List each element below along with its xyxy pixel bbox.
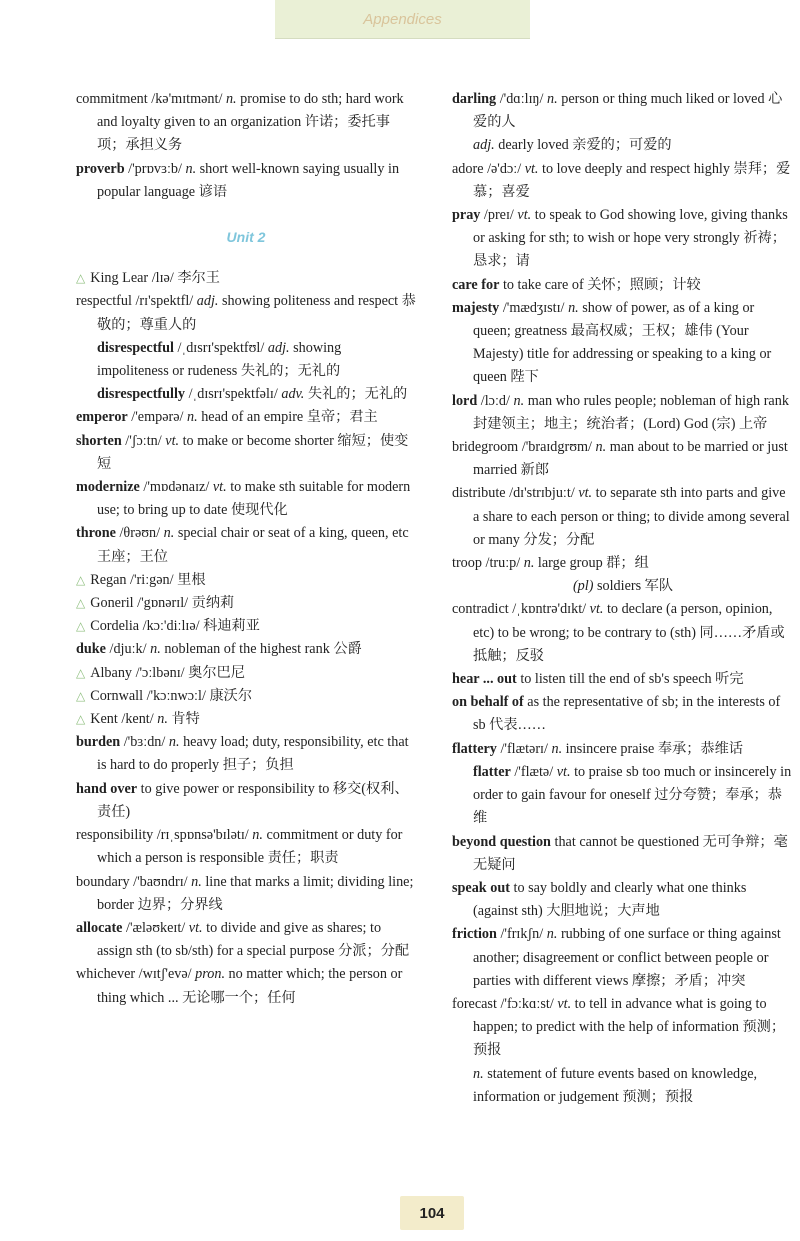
glossary-entry [76, 406, 416, 429]
entry-headword: proverb [76, 160, 125, 177]
page-number: 104 [400, 1196, 464, 1230]
left-column [76, 88, 416, 1010]
entry-definition: 失礼的；无礼的 [304, 386, 408, 403]
entry-definition: to take care of 关怀；照顾；计较 [502, 276, 701, 293]
entry-headword: burden [76, 734, 121, 751]
glossary-entry [76, 917, 416, 963]
glossary-entry [452, 88, 794, 134]
entry-definition: to give power or responsibility to 移交(权利、责任) [97, 780, 409, 820]
entry-pronunciation: /ˌdɪsrɪ'spektfəlɪ/ [185, 386, 282, 403]
entry-headword: emperor [76, 409, 128, 426]
entry-part-of-speech: vt. [556, 763, 571, 780]
glossary-entry [76, 662, 416, 685]
entry-headword: bridegroom [452, 439, 519, 456]
entry-headword: commitment [76, 91, 148, 107]
entry-pronunciation: /'æləʊkeɪt/ [122, 919, 189, 936]
entry-part-of-speech: n. [513, 392, 525, 409]
entry-definition: promise to do sth; hard work and loyalty given to an organization 许诺；委托事项；承担义务 [97, 91, 404, 154]
entry-headword: distribute [452, 485, 506, 502]
glossary-entry [452, 158, 794, 204]
glossary-entry [76, 592, 416, 615]
entry-definition: to praise sb too much or insincerely in order to gain favour for oneself 过分夸赞；奉承；恭维 [473, 763, 792, 827]
glossary-entry [76, 522, 416, 568]
glossary-entry [76, 430, 416, 476]
glossary-entry [452, 274, 794, 297]
entry-headword: King Lear [90, 270, 149, 287]
entry-headword: contradict [452, 601, 509, 618]
glossary-entry [76, 963, 416, 1009]
entry-headword: disrespectful [97, 339, 174, 356]
entry-headword: lord [452, 392, 478, 409]
entry-part-of-speech: vt. [517, 207, 532, 224]
glossary-entry [452, 552, 794, 575]
entry-headword: throne [76, 525, 116, 542]
entry-pronunciation: /'bɜːdn/ [120, 734, 169, 751]
triangle-marker-icon: △ [76, 665, 86, 680]
entry-part-of-speech: vt. [524, 160, 539, 177]
triangle-marker-icon: △ [76, 572, 86, 587]
glossary-entry [76, 708, 416, 731]
entry-definition: to tell in advance what is going to happen; to predict with the help of information 预测；预报 [473, 995, 786, 1059]
entry-part-of-speech: n. [547, 91, 558, 107]
entry-pronunciation: /'gɒnərɪl/ [133, 595, 192, 612]
header-tab [275, 0, 530, 39]
entry-pronunciation: /kent/ [117, 711, 158, 728]
entry-part-of-speech: n. [568, 299, 579, 316]
entry-pronunciation: /truːp/ [481, 555, 524, 572]
entry-definition: line that marks a limit; dividing line; border 边界；分界线 [97, 873, 414, 913]
entry-part-of-speech: n. [595, 439, 607, 456]
entry-part-of-speech: n. [252, 827, 263, 844]
entry-pronunciation: /lɪə/ [148, 270, 178, 287]
entry-headword: Kent [90, 711, 118, 728]
entry-headword: flattery [452, 740, 497, 757]
entry-pronunciation: /wɪtʃ'evə/ [135, 966, 196, 983]
entry-headword: duke [76, 641, 106, 658]
entry-headword: disrespectfully [97, 386, 186, 403]
entry-pronunciation: /'dɑːlɪŋ/ [496, 91, 548, 107]
entry-pronunciation: /'flætərɪ/ [496, 740, 552, 757]
entry-part-of-speech: adj. [473, 137, 495, 154]
right-column [452, 88, 794, 1109]
entry-part-of-speech: n. [157, 711, 168, 728]
entry-definition: to speak to God showing love, giving thanks or asking for sth; to wish or hope very strongly 祈祷；恳求；请 [473, 207, 788, 270]
glossary-entry [76, 88, 416, 158]
entry-headword: adore [452, 160, 484, 177]
triangle-marker-icon: △ [76, 596, 86, 611]
entry-pronunciation: /ə'dɔː/ [483, 160, 525, 177]
glossary-entry [452, 575, 794, 598]
entry-pronunciation: /preɪ/ [480, 207, 518, 224]
entry-headword: modernize [76, 479, 140, 496]
entry-part-of-speech: adj. [196, 293, 219, 310]
entry-part-of-speech: (pl) [572, 578, 594, 595]
entry-definition: as the representative of sb; in the interests of sb 代表…… [473, 694, 781, 734]
entry-pronunciation: /'flætə/ [510, 763, 557, 780]
glossary-entry [452, 923, 794, 993]
glossary-entry [452, 1063, 794, 1109]
glossary-entry [452, 482, 794, 552]
entry-definition: large group 群；组 [534, 555, 649, 572]
entry-pronunciation: /rɪ'spektfl/ [131, 293, 197, 310]
entry-pronunciation: /ˌdɪsrɪ'spektfʊl/ [173, 339, 268, 356]
entry-headword: hear ... out [452, 671, 517, 688]
entry-pronunciation: /'empərə/ [127, 409, 188, 426]
triangle-marker-icon: △ [76, 712, 86, 727]
entry-headword: Albany [90, 664, 133, 681]
entry-definition: that cannot be questioned 无可争辩；毫无疑问 [473, 833, 788, 873]
entry-definition: to say boldly and clearly what one thinks (against sth) 大胆地说；大声地 [473, 879, 747, 920]
entry-part-of-speech: vt. [212, 479, 227, 496]
glossary-entry [76, 731, 416, 777]
entry-part-of-speech: n. [163, 525, 175, 542]
entry-part-of-speech: adj. [267, 339, 290, 356]
glossary-entry [452, 390, 794, 436]
entry-headword: troop [452, 555, 482, 572]
entry-headword: boundary [76, 873, 130, 890]
entry-part-of-speech: n. [191, 873, 202, 890]
entry-pronunciation: /'braɪdgrʊm/ [518, 439, 596, 456]
glossary-entry [76, 778, 416, 824]
glossary-entry [452, 831, 794, 877]
entry-pronunciation: /'ʃɔːtn/ [121, 432, 166, 449]
entry-part-of-speech: n. [185, 160, 197, 177]
entry-definition: person or thing much liked or loved 心爱的人 [473, 91, 783, 131]
entry-headword: beyond question [452, 833, 551, 850]
entry-pronunciation: /'baʊndrɪ/ [129, 873, 192, 890]
entry-definition: man who rules people; nobleman of high rank 封建领主；地主；统治者；(Lord) God (宗) 上帝 [473, 392, 789, 432]
entry-definition: to declare (a person, opinion, etc) to be wrong; to be contrary to (sth) 同……矛盾或抵触；反驳 [473, 601, 785, 664]
entry-headword: forecast [452, 995, 497, 1012]
entry-definition: 肯特 [167, 711, 200, 728]
glossary-entry [76, 158, 416, 204]
glossary-entry [76, 267, 416, 290]
entry-definition: showing impoliteness or rudeness 失礼的；无礼的 [97, 339, 342, 380]
entry-pronunciation: /θrəʊn/ [115, 525, 164, 542]
entry-pronunciation: /'prɒvɜːb/ [124, 160, 186, 177]
glossary-entry [76, 476, 416, 522]
entry-part-of-speech: n. [551, 740, 563, 757]
entry-pronunciation: /rɪˌspɒnsə'bɪlətɪ/ [153, 827, 253, 844]
entry-headword: pray [452, 207, 481, 224]
glossary-entry [452, 993, 794, 1063]
entry-definition: showing politeness and respect 恭敬的；尊重人的 [97, 293, 416, 333]
entry-pronunciation: /'kɔːnwɔːl/ [143, 687, 210, 704]
entry-definition: soldiers 军队 [593, 578, 674, 595]
glossary-entry [452, 761, 794, 831]
entry-part-of-speech: vt. [589, 601, 604, 618]
entry-pronunciation: /'frɪkʃn/ [496, 926, 547, 943]
entry-headword: Cordelia [90, 618, 140, 635]
glossary-entry [76, 685, 416, 708]
glossary-entry [76, 383, 416, 406]
glossary-entry [452, 738, 794, 761]
entry-definition: man about to be married or just married 新郎 [473, 439, 788, 479]
entry-part-of-speech: pron. [195, 966, 225, 983]
entry-part-of-speech: vt. [557, 995, 572, 1012]
entry-definition: to make or become shorter 缩短；使变短 [97, 432, 409, 472]
entry-definition: commitment or duty for which a person is responsible 责任；职责 [97, 827, 403, 867]
glossary-entry [76, 638, 416, 661]
entry-part-of-speech: n. [546, 926, 558, 943]
glossary-entry [76, 615, 416, 638]
entry-headword: majesty [452, 299, 500, 316]
entry-definition: 李尔王 [177, 270, 220, 287]
right-entries [452, 88, 794, 1109]
glossary-entry [452, 877, 794, 923]
entry-definition: 里根 [177, 571, 206, 588]
entry-definition: rubbing of one surface or thing against another; disagreement or conflict between people or parties with different views 摩擦；矛盾；冲突 [473, 926, 781, 989]
entry-definition: insincere praise 奉承；恭维话 [562, 740, 743, 757]
entry-definition: short well-known saying usually in popular language 谚语 [97, 160, 400, 200]
entry-part-of-speech: n. [150, 641, 161, 658]
entry-part-of-speech: vt. [578, 485, 593, 502]
entry-headword: Goneril [90, 595, 134, 612]
entry-headword: Cornwall [90, 687, 144, 704]
entry-definition: 康沃尔 [209, 687, 253, 704]
entry-definition: special chair or seat of a king, queen, etc 王座；王位 [97, 525, 409, 565]
glossary-entry [452, 204, 794, 274]
entry-part-of-speech: n. [168, 734, 180, 751]
entry-definition: dearly loved 亲爱的；可爱的 [494, 137, 672, 154]
glossary-entry [452, 436, 794, 482]
entry-headword: friction [452, 926, 497, 943]
entry-pronunciation: /lɔːd/ [477, 392, 514, 409]
entry-pronunciation: /djuːk/ [105, 641, 151, 658]
triangle-marker-icon: △ [76, 271, 86, 286]
glossary-entry [452, 691, 794, 737]
entry-part-of-speech: n. [187, 409, 198, 426]
entry-pronunciation: /kə'mɪtmənt/ [147, 91, 226, 107]
unit-heading: Unit 2 [226, 229, 266, 246]
glossary-entry [452, 297, 794, 390]
entry-headword: allocate [76, 919, 123, 936]
entry-part-of-speech: n. [225, 91, 237, 107]
entry-pronunciation: /ˌkɒntrə'dɪkt/ [508, 601, 590, 618]
triangle-marker-icon: △ [76, 619, 86, 634]
entry-headword: hand over [76, 780, 138, 797]
entry-definition: to separate sth into parts and give a share to each person or thing; to divide among several or many 分发；分配 [473, 485, 790, 548]
entry-headword: flatter [473, 763, 511, 780]
glossary-entry [76, 290, 416, 336]
triangle-marker-icon: △ [76, 688, 86, 703]
entry-headword: shorten [76, 432, 122, 449]
entry-definition: head of an empire 皇帝；君主 [197, 409, 378, 426]
glossary-entry [76, 569, 416, 592]
entry-definition: nobleman of the highest rank 公爵 [160, 641, 362, 658]
entry-part-of-speech: vt. [188, 919, 203, 936]
entry-definition: to make sth suitable for modern use; to bring up to date 使现代化 [97, 479, 411, 519]
entry-pronunciation: /dɪ'strɪbjuːt/ [505, 485, 579, 502]
entry-headword: whichever [76, 966, 136, 983]
entry-pronunciation: /kɔː'diːlɪə/ [139, 618, 204, 635]
entry-definition: show of power, as of a king or queen; greatness 最高权威；王权；雄伟 (Your Majesty) title for addressing or speaking to a king or queen 陛下 [473, 299, 772, 386]
entry-pronunciation: /'mɒdənaɪz/ [139, 479, 213, 496]
entry-definition: to love deeply and respect highly 崇拜；爱慕；喜爱 [473, 160, 791, 200]
entry-definition: 科迪莉亚 [203, 618, 260, 635]
entry-headword: responsibility [76, 827, 154, 844]
left-entries-after [76, 267, 416, 1010]
entry-definition: no matter which; the person or thing which ... 无论哪一个；任何 [97, 966, 403, 1006]
entry-part-of-speech: n. [523, 555, 535, 572]
glossary-entry [76, 871, 416, 917]
entry-pronunciation: /'ɔːlbənɪ/ [132, 664, 189, 681]
entry-headword: respectful [76, 293, 132, 310]
entry-headword: darling [452, 91, 497, 107]
glossary-entry [76, 337, 416, 383]
entry-pronunciation: /'riːgən/ [126, 571, 178, 588]
entry-definition: statement of future events based on knowledge, information or judgement 预测；预报 [473, 1065, 758, 1105]
entry-definition: 奥尔巴尼 [188, 664, 245, 681]
entry-definition: to listen till the end of sb's speech 听完 [520, 671, 744, 688]
entry-headword: care for [452, 276, 500, 293]
entry-headword: speak out [452, 879, 510, 896]
entry-pronunciation: /'fɔːkɑːst/ [496, 995, 558, 1012]
entry-definition: heavy load; duty, responsibility, etc that is hard to do properly 担子；负担 [97, 734, 409, 774]
entry-part-of-speech: n. [473, 1065, 484, 1082]
entry-part-of-speech: vt. [165, 432, 180, 449]
glossary-entry [452, 134, 794, 157]
entry-headword: Regan [90, 571, 127, 588]
entry-headword: on behalf of [452, 694, 524, 711]
entry-part-of-speech: adv. [281, 386, 305, 403]
glossary-entry [452, 668, 794, 691]
glossary-entry [452, 598, 794, 668]
glossary-entry [76, 824, 416, 870]
left-entries-before [76, 88, 416, 204]
header-title: Appendices [363, 10, 442, 28]
entry-pronunciation: /'mædʒɪstɪ/ [499, 299, 569, 316]
entry-definition: to divide and give as shares; to assign sth (to sb/sth) for a special purpose 分派；分配 [97, 919, 410, 960]
entry-definition: 贡纳莉 [191, 595, 235, 612]
